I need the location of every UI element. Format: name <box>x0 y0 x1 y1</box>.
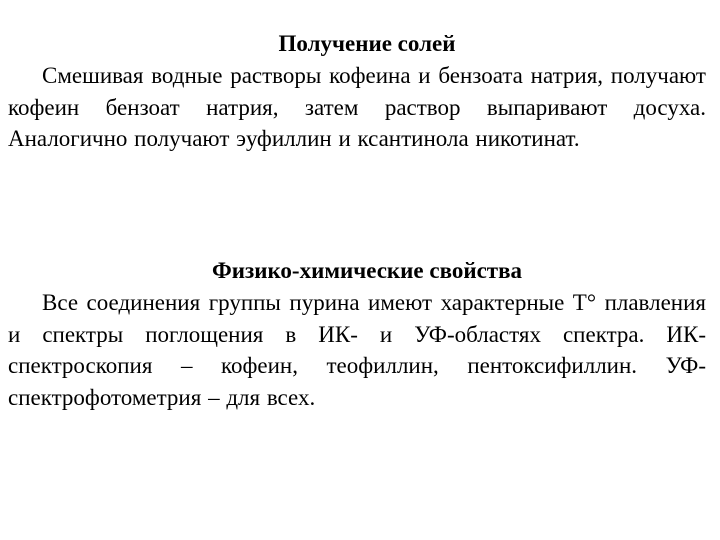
section-physicochemical-properties <box>8 255 706 413</box>
section-paragraph: Смешивая водные растворы кофеина и бензоата натрия, получают кофеин бензоат натрия, затем раствор выпаривают досуха. Аналогично получают эуфиллин и ксантинола никотинат. <box>8 63 706 151</box>
section-heading: Физико-химические свойства <box>211 258 523 283</box>
section-heading: Получение солей <box>278 31 456 56</box>
section-preparation-of-salts <box>8 28 706 155</box>
section-paragraph: Все соединения группы пурина имеют характерные Т° плавления и спектры поглощения в ИК- и УФ-областях спектра. ИК-спектроскопия – кофеин, теофиллин, пентоксифиллин. УФ-спектрофотометрия – для всех. <box>8 290 706 410</box>
